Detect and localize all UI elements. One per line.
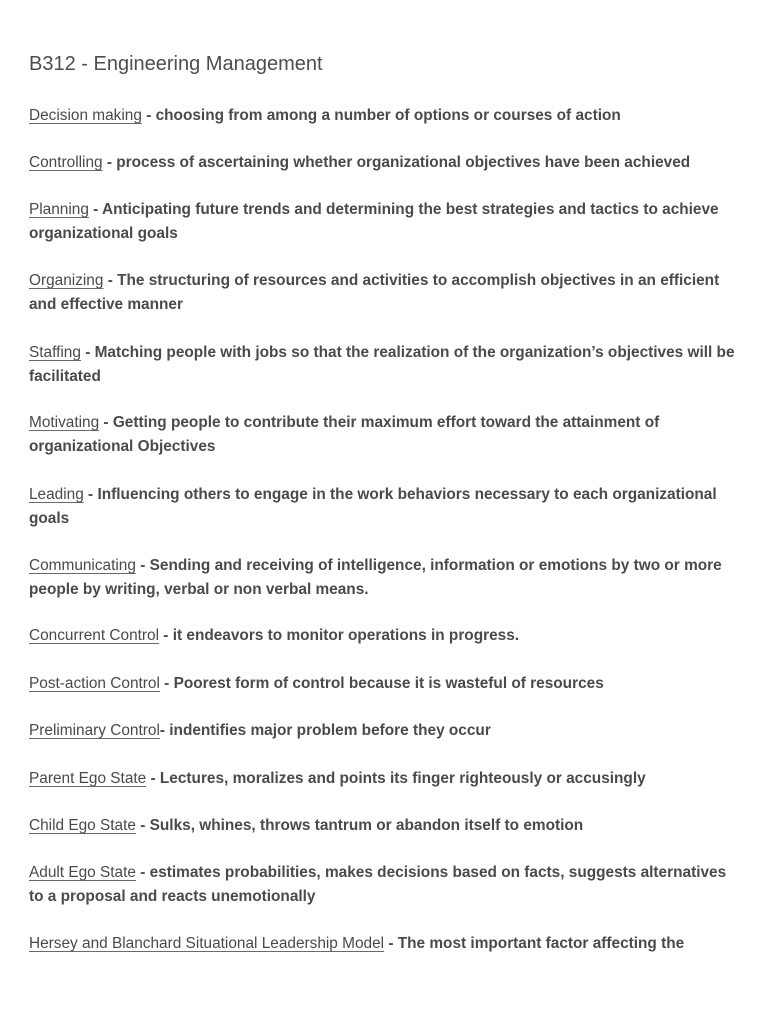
term-definition: - Anticipating future trends and determining the best strategies and tactics to achieve organizational goals <box>29 201 719 242</box>
term-definition: - The structuring of resources and activities to accomplish objectives in an efficient and effective manner <box>29 272 720 313</box>
term-label: Concurrent Control <box>29 627 160 644</box>
term-label: Post-action Control <box>29 675 160 692</box>
term-label: Adult Ego State <box>29 864 136 881</box>
term-label: Planning <box>29 201 89 218</box>
term-definition: - Lectures, moralizes and points its finger righteously or accusingly <box>146 770 646 787</box>
term-definition: - Sulks, whines, throws tantrum or abandon itself to emotion <box>135 817 584 834</box>
glossary-entry-planning <box>29 198 741 245</box>
glossary-entry-post-action-control <box>29 672 741 696</box>
page-title: B312 - Engineering Management <box>29 53 323 75</box>
term-label: Communicating <box>29 557 136 574</box>
term-definition: - The most important factor affecting the <box>384 935 685 952</box>
term-label: Controlling <box>29 154 103 171</box>
term-label: Motivating <box>29 414 100 431</box>
term-definition: - Influencing others to engage in the work behaviors necessary to each organizational goals <box>29 486 717 527</box>
glossary-entry-parent-ego-state <box>29 767 741 791</box>
term-label: Preliminary Control <box>29 722 160 739</box>
glossary-entry-staffing <box>29 341 741 388</box>
glossary-entry-communicating <box>29 554 741 601</box>
term-label: Hersey and Blanchard Situational Leadership Model <box>29 935 385 952</box>
term-label: Child Ego State <box>29 817 136 834</box>
glossary-entry-organizing <box>29 269 741 316</box>
term-label: Staffing <box>29 344 81 361</box>
term-definition: - it endeavors to monitor operations in progress. <box>159 627 520 644</box>
term-label: Leading <box>29 486 84 503</box>
term-label: Organizing <box>29 272 104 289</box>
term-definition: - estimates probabilities, makes decisions based on facts, suggests alternatives to a proposal and reacts unemotionally <box>29 864 727 905</box>
term-definition: - indentifies major problem before they occur <box>159 722 491 739</box>
glossary-entry-controlling <box>29 151 741 175</box>
glossary-entry-adult-ego-state <box>29 861 741 908</box>
term-definition: - Matching people with jobs so that the realization of the organization’s objectives will be facilitated <box>29 344 735 385</box>
term-definition: - Sending and receiving of intelligence, information or emotions by two or more people by writing, verbal or non verbal means. <box>29 557 722 598</box>
glossary-entry-preliminary-control <box>29 719 741 743</box>
glossary-entry-leading <box>29 483 741 530</box>
term-label: Decision making <box>29 107 142 124</box>
term-definition: - Poorest form of control because it is wasteful of resources <box>159 675 604 692</box>
glossary-entry-motivating <box>29 411 741 458</box>
term-definition: - choosing from among a number of options or courses of action <box>141 107 621 124</box>
term-definition: - Getting people to contribute their maximum effort toward the attainment of organizational Objectives <box>29 414 660 455</box>
term-label: Parent Ego State <box>29 770 147 787</box>
glossary-entry-concurrent-control <box>29 624 741 648</box>
term-definition: - process of ascertaining whether organizational objectives have been achieved <box>102 154 691 171</box>
glossary-entry-situational-leadership-model <box>29 932 741 956</box>
glossary-entry-child-ego-state <box>29 814 741 838</box>
glossary-entry-decision-making <box>29 104 741 128</box>
